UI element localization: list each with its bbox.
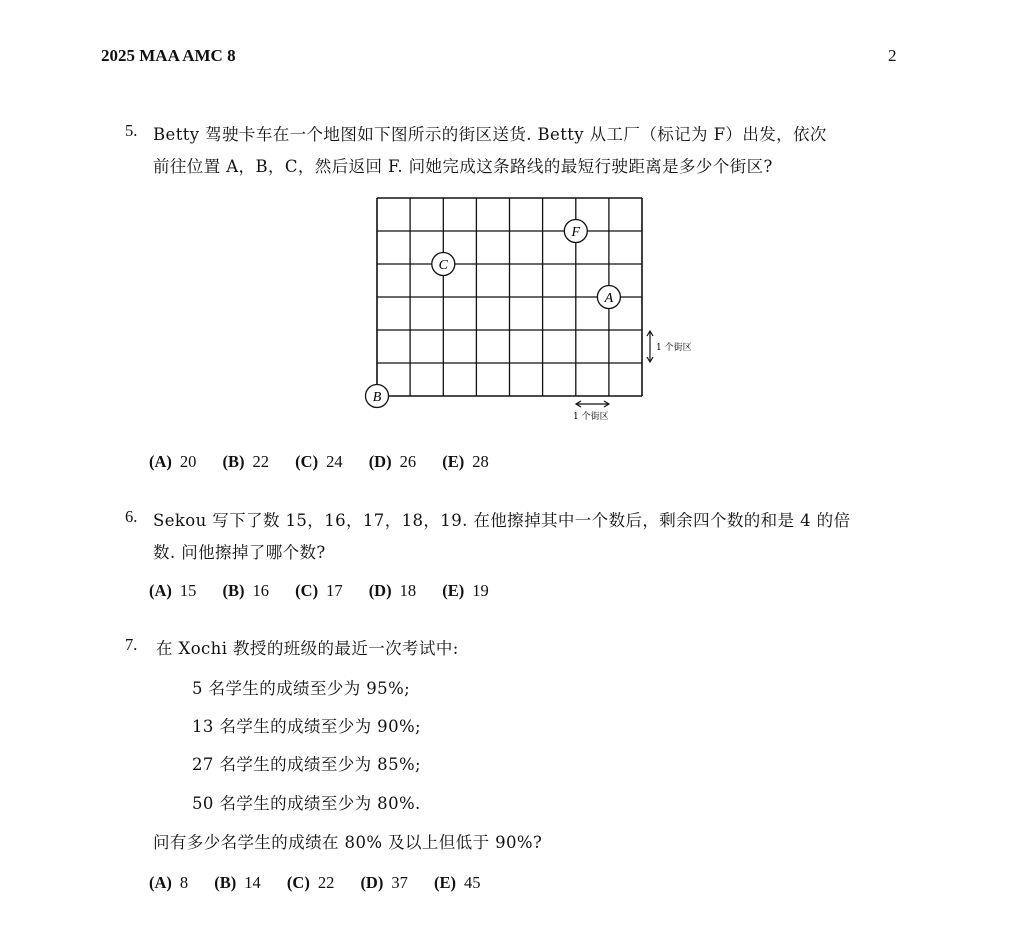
point-b-label: B	[372, 390, 382, 405]
problem-6-choice-a[interactable]: (A) 15	[149, 581, 197, 600]
problem-6-choice-e[interactable]: (E) 19	[442, 581, 489, 600]
problem-6-choices	[149, 581, 511, 601]
point-b-marker	[366, 385, 389, 408]
problem-7-question: 问有多少名学生的成绩在 80% 及以上但低于 90%?	[153, 833, 543, 852]
problem-6-text-line-1: Sekou 写下了数 15，16，17，18，19. 在他擦掉其中一个数后，剩余四个数的和是 4 的倍	[153, 511, 851, 530]
problem-6-text-line-2: 数. 问他擦掉了哪个数?	[153, 543, 326, 562]
problem-7-choice-d[interactable]: (D) 37	[360, 873, 408, 892]
problem-6-number: 6.	[125, 507, 138, 526]
problem-7-choice-a[interactable]: (A) 8	[149, 873, 189, 892]
point-f-label: F	[571, 225, 581, 240]
point-a-marker	[597, 286, 620, 309]
vertical-scale-label: 1 个街区	[656, 343, 692, 353]
problem-7-condition-3: 27 名学生的成绩至少为 85%;	[192, 755, 422, 774]
horizontal-scale-label: 1 个街区	[573, 412, 609, 422]
problem-7-condition-2: 13 名学生的成绩至少为 90%;	[192, 717, 422, 736]
problem-7-text-line-1: 在 Xochi 教授的班级的最近一次考试中:	[156, 639, 459, 658]
point-f-marker	[564, 220, 587, 243]
problem-7-choice-e[interactable]: (E) 45	[433, 873, 481, 892]
problem-7-condition-4: 50 名学生的成绩至少为 80%.	[192, 794, 421, 813]
problem-5-choice-d[interactable]: (D) 26	[368, 452, 417, 471]
point-a-label: A	[604, 291, 614, 306]
problem-5-choice-e[interactable]: (E) 28	[442, 452, 489, 471]
page-number: 2	[888, 46, 897, 65]
header-title: 2025 MAA AMC 8	[101, 46, 236, 65]
problem-7-choice-b[interactable]: (B) 14	[214, 873, 261, 892]
problem-6-choice-b[interactable]: (B) 16	[222, 581, 270, 600]
problem-6-choice-c[interactable]: (C) 17	[295, 581, 343, 600]
problem-5-text-line-2: 前往位置 A，B，C，然后返回 F. 问她完成这条路线的最短行驶距离是多少个街区?	[153, 157, 773, 176]
point-c-label: C	[438, 258, 448, 273]
problem-5-choice-c[interactable]: (C) 24	[295, 452, 343, 471]
problem-5-text-line-1: Betty 驾驶卡车在一个地图如下图所示的街区送货. Betty 从工厂（标记为 F）出发，依次	[153, 125, 827, 144]
problem-7-condition-1: 5 名学生的成绩至少为 95%;	[192, 679, 411, 698]
problem-7-choices	[149, 873, 502, 893]
problem-7-number: 7.	[125, 635, 138, 654]
horizontal-scale	[573, 401, 609, 422]
problem-7-choice-c[interactable]: (C) 22	[286, 873, 335, 892]
problem-5-choice-b[interactable]: (B) 22	[222, 452, 270, 471]
problem-5-choices	[149, 452, 511, 472]
problem-5-number: 5.	[125, 121, 138, 140]
point-c-marker	[432, 253, 455, 276]
problem-6-choice-d[interactable]: (D) 18	[368, 581, 417, 600]
vertical-scale	[647, 331, 692, 362]
problem-5-choice-a[interactable]: (A) 20	[149, 452, 197, 471]
